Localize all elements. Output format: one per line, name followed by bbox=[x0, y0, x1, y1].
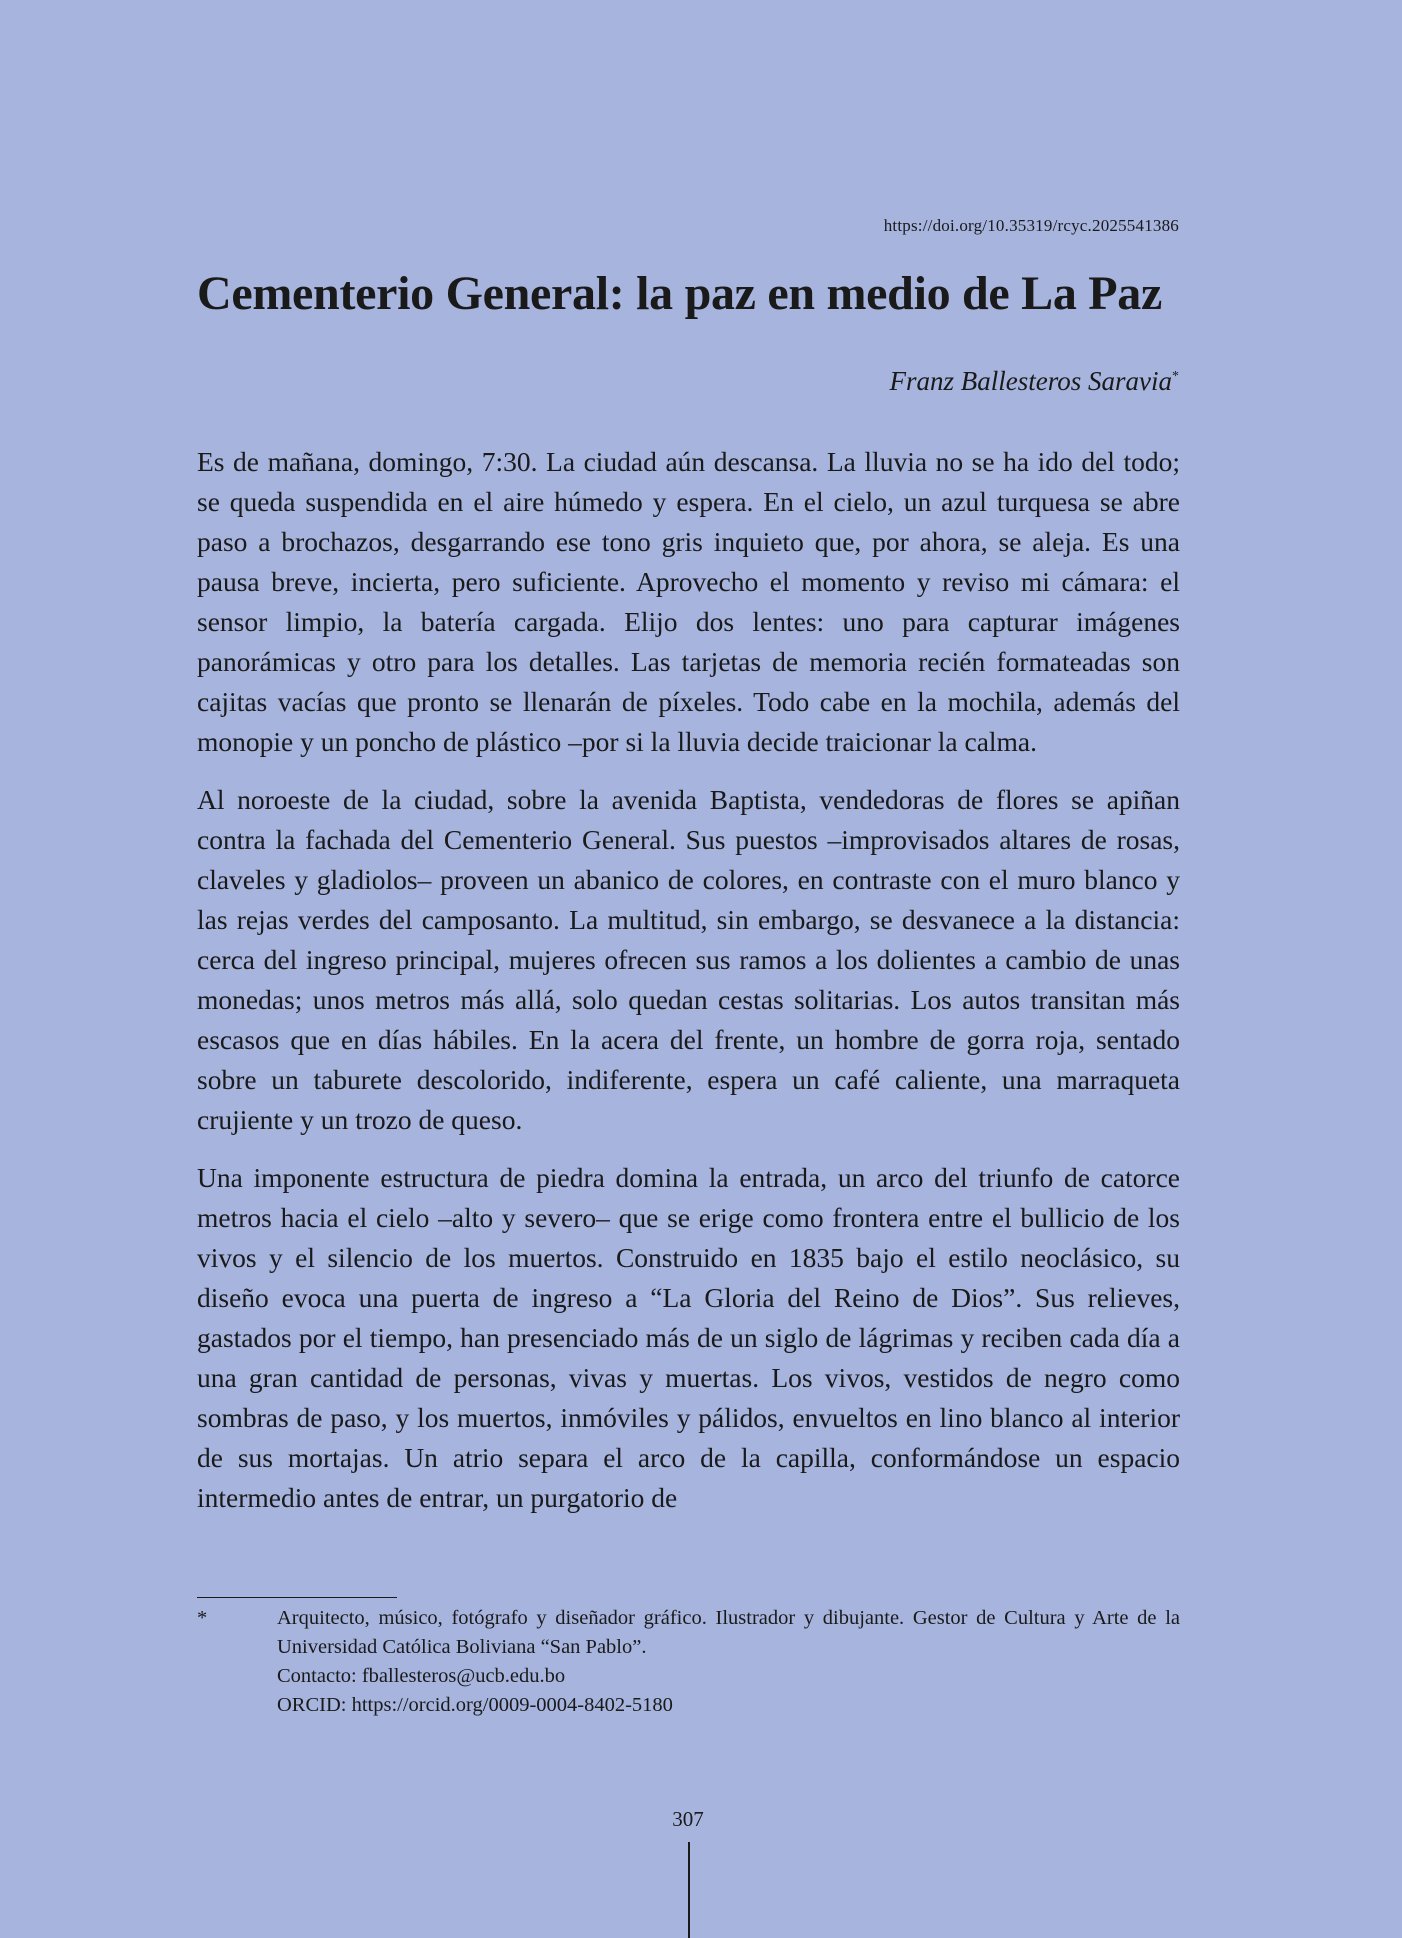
footnote-divider bbox=[197, 1597, 397, 1598]
article-body bbox=[197, 442, 1180, 1536]
page-number: 307 bbox=[672, 1807, 704, 1831]
footnote-marker: * bbox=[197, 1607, 208, 1629]
article-title: Cementerio General: la paz en medio de La Paz bbox=[197, 267, 1162, 320]
paragraph-3: Una imponente estructura de piedra domina la entrada, un arco del triunfo de catorce metros hacia el cielo –alto y severo– que se erige como frontera entre el bullicio de los vivos y el silencio de los muertos. Construido en 1835 bajo el estilo neoclásico, su diseño evoca una puerta de ingreso a “La Gloria del Reino de Dios”. Sus relieves, gastados por el tiempo, han presenciado más de un siglo de lágrimas y reciben cada día a una gran cantidad de personas, vivas y muertas. Los vivos, vestidos de negro como sombras de paso, y los muertos, inmóviles y pálidos, envueltos en lino blanco al interior de sus mortajas. Un atrio separa el arco de la capilla, conformándose un espacio intermedio antes de entrar, un purgatorio de bbox=[197, 1162, 1180, 1513]
paragraph-1: Es de mañana, domingo, 7:30. La ciudad aún descansa. La lluvia no se ha ido del todo; se queda suspendida en el aire húmedo y espera. En el cielo, un azul turquesa se abre paso a brochazos, desgarrando ese tono gris inquieto que, por ahora, se aleja. Es una pausa breve, incierta, pero suficiente. Aprovecho el momento y reviso mi cámara: el sensor limpio, la batería cargada. Elijo dos lentes: uno para capturar imágenes panorámicas y otro para los detalles. Las tarjetas de memoria recién formateadas son cajitas vacías que pronto se llenarán de píxeles. Todo cabe en la mochila, además del monopie y un poncho de plástico –por si la lluvia decide traicionar la calma. bbox=[197, 446, 1180, 757]
doi-link[interactable]: https://doi.org/10.35319/rcyc.2025541386 bbox=[883, 216, 1179, 235]
author-name: Franz Ballesteros Saravia bbox=[889, 366, 1172, 396]
author-footnote-marker[interactable]: * bbox=[1172, 369, 1179, 384]
footnote-contact[interactable]: Contacto: fballesteros@ucb.edu.bo bbox=[277, 1665, 566, 1687]
paragraph-2: Al noroeste de la ciudad, sobre la avenida Baptista, vendedoras de flores se apiñan contra la fachada del Cementerio General. Sus puestos –improvisados altares de rosas, claveles y gladiolos– proveen un abanico de colores, en contraste con el muro blanco y las rejas verdes del camposanto. La multitud, sin embargo, se desvanece a la distancia: cerca del ingreso principal, mujeres ofrecen sus ramos a los dolientes a cambio de unas monedas; unos metros más allá, solo quedan cestas solitarias. Los autos transitan más escasos que en días hábiles. En la acera del frente, un hombre de gorra roja, sentado sobre un taburete descolorido, indiferente, espera un café caliente, una marraqueta crujiente y un trozo de queso. bbox=[197, 784, 1180, 1135]
footnote bbox=[197, 1604, 1180, 1720]
footnote-orcid[interactable]: ORCID: https://orcid.org/0009-0004-8402-5180 bbox=[277, 1694, 673, 1716]
page-divider-line bbox=[688, 1842, 690, 1938]
footnote-text: Arquitecto, músico, fotógrafo y diseñador gráfico. Ilustrador y dibujante. Gestor de Cultura y Arte de la Universidad Católica Boliviana “San Pablo”. bbox=[277, 1607, 1180, 1658]
author-byline bbox=[890, 366, 1180, 397]
